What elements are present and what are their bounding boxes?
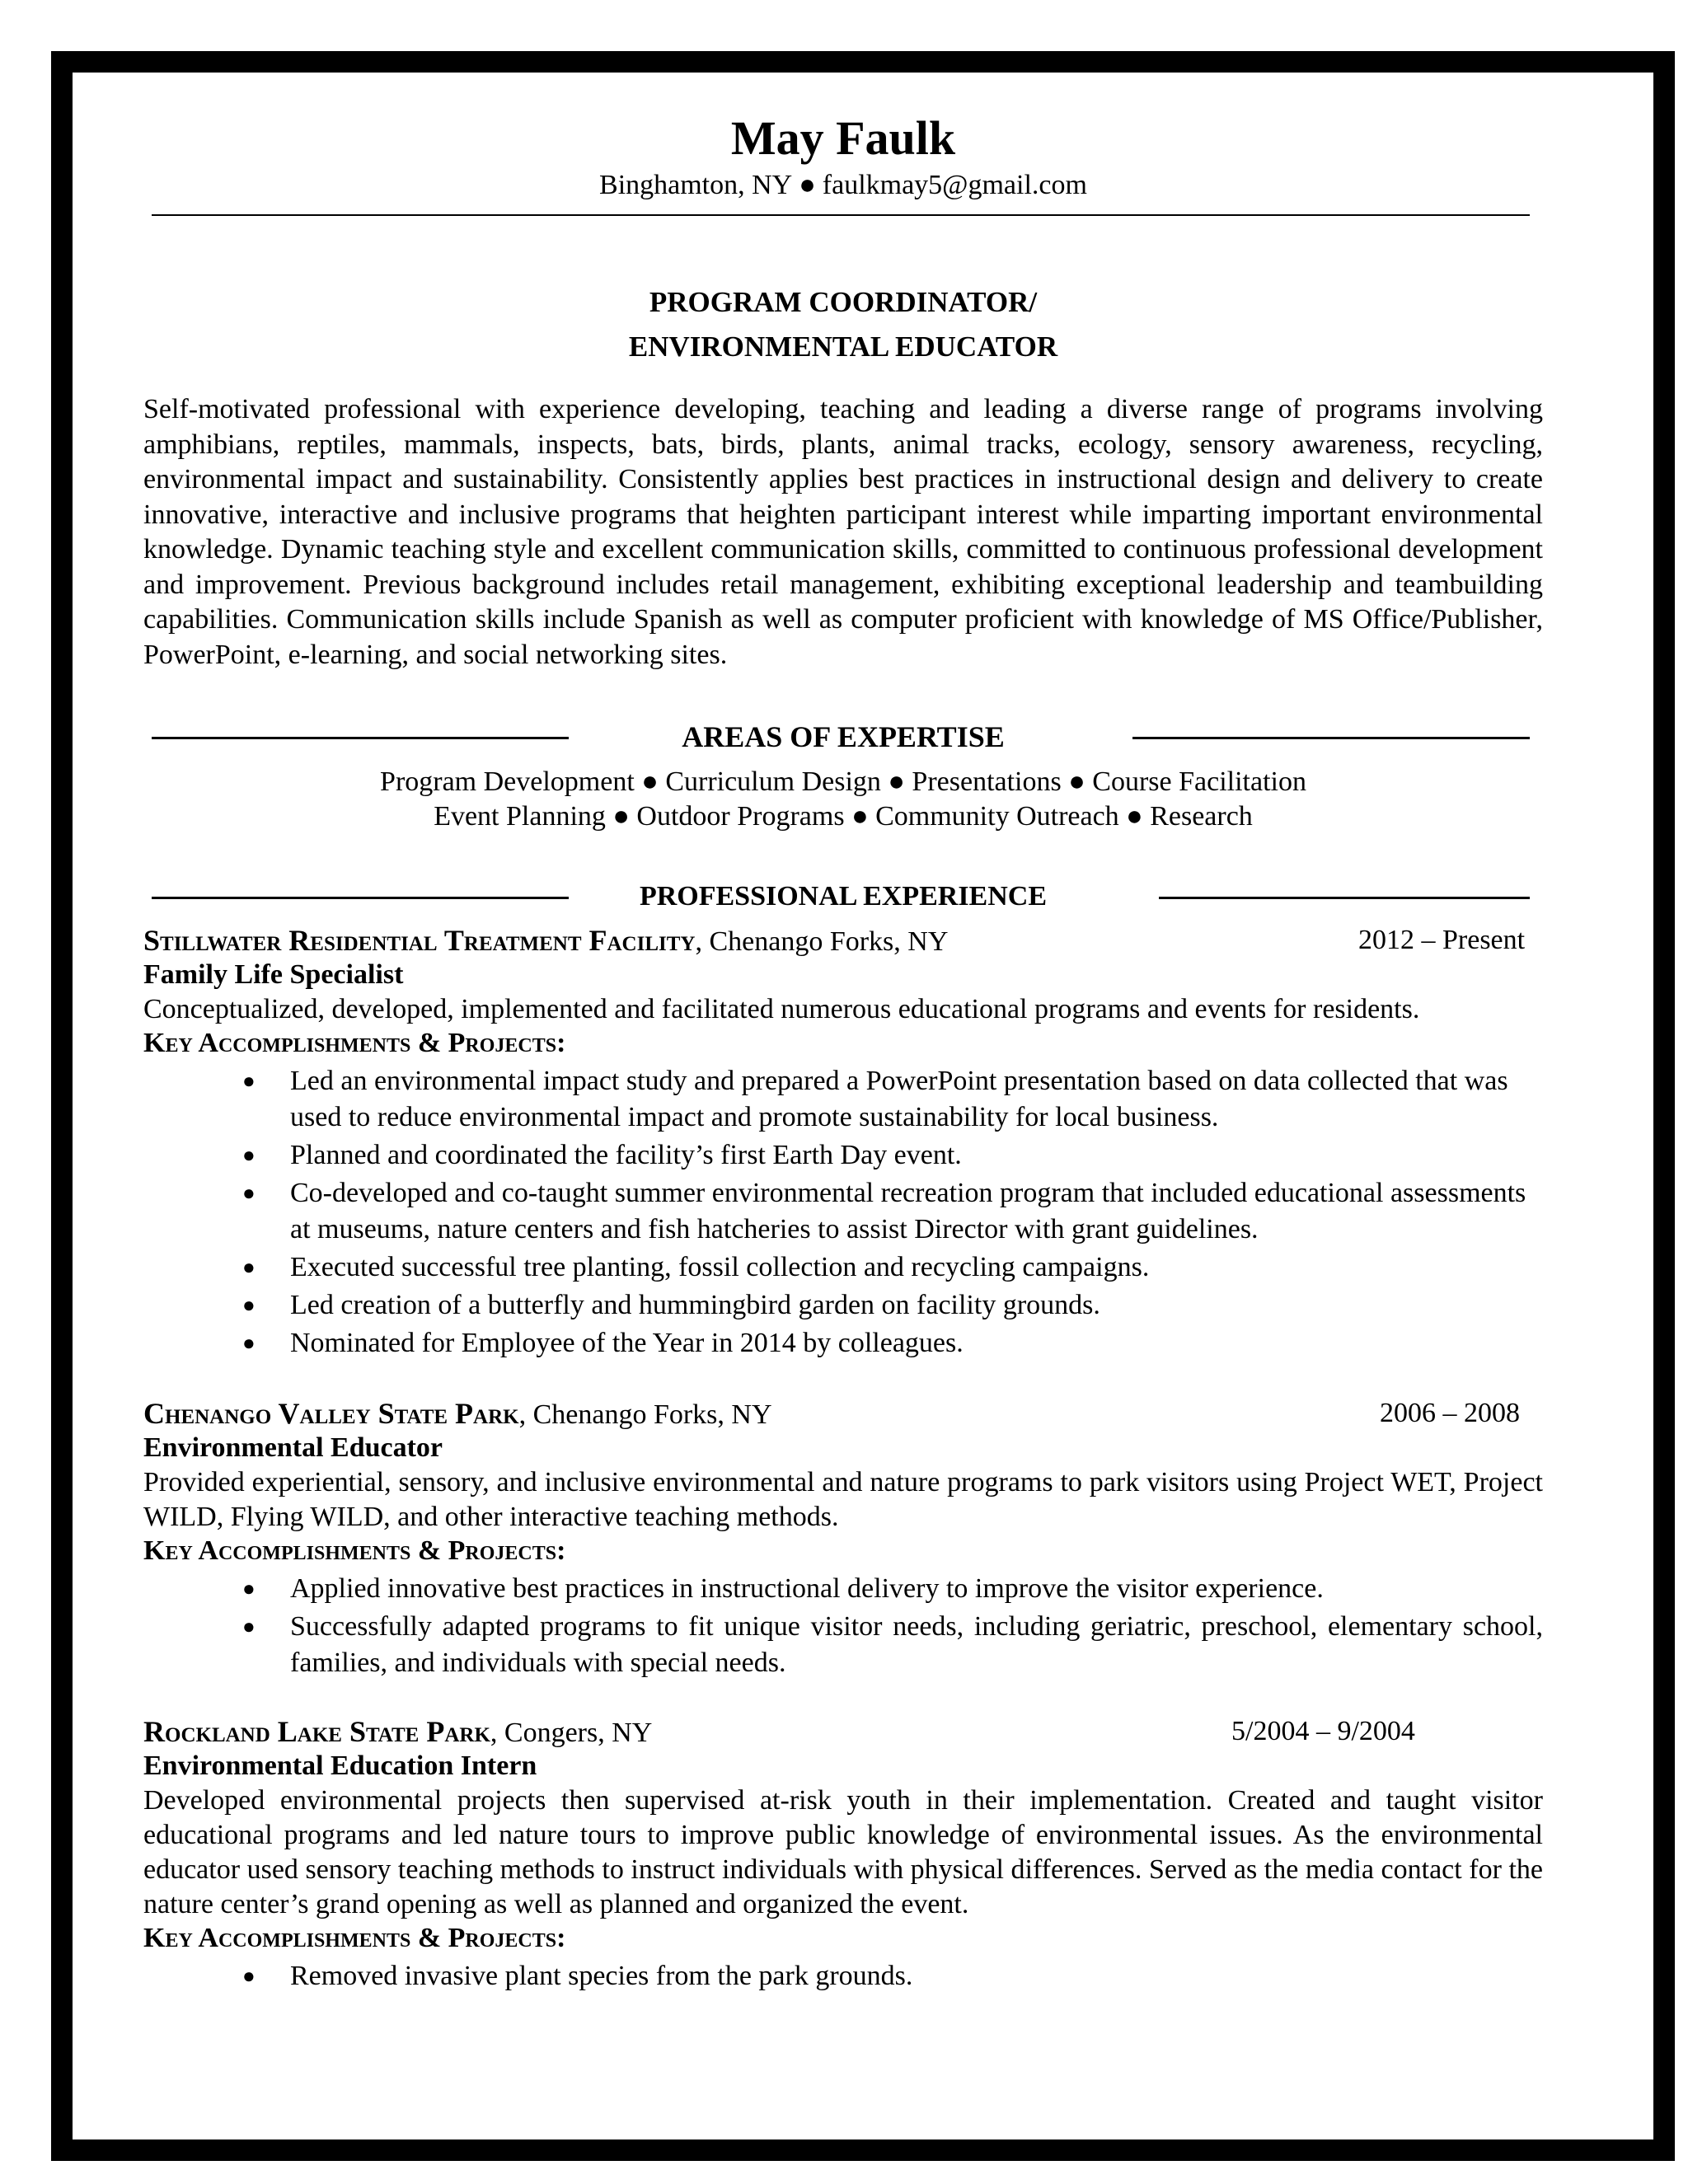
- job-dates: 5/2004 – 9/2004: [1231, 1716, 1415, 1746]
- list-item: ● Co-developed and co-taught summer environmental recreation program that included educational assessments at museums, nature centers and fish hatcheries to assist Director with grant guidelines.: [143, 1175, 1543, 1248]
- title-line-1: PROGRAM COORDINATOR/: [649, 286, 1038, 318]
- bullet-icon: ●: [242, 1181, 256, 1205]
- employer-location: , Chenango Forks, NY: [518, 1399, 772, 1430]
- title-line-2: ENVIRONMENTAL EDUCATOR: [628, 330, 1058, 363]
- job-description: Developed environmental projects then supervised at-risk youth in their implementation. Created and taught visitor educational programs and led nature tours to improve public knowledge of environmental issues. As the environmental educator used sensory teaching methods to instruct individuals with physical differences. Served as the media contact for the nature center’s grand opening as well as planned and organized the event.: [143, 1785, 1543, 1919]
- job-description: Provided experiential, sensory, and inclusive environmental and nature programs to park visitors using Project WET, Project WILD, Flying WILD, and other interactive teaching methods.: [143, 1467, 1543, 1532]
- location: Binghamton, NY: [599, 170, 793, 200]
- bullet-icon: ●: [242, 1615, 256, 1638]
- job-header: [143, 1714, 1543, 1749]
- list-item: ● Led creation of a butterfly and hummingbird garden on facility grounds.: [143, 1287, 1543, 1324]
- bullet-icon: ●: [242, 1964, 256, 1988]
- employer-name: Rockland Lake State Park: [143, 1715, 490, 1748]
- accomplishments-label: Key Accomplishments & Projects:: [143, 1923, 566, 1953]
- list-item: ● Led an environmental impact study and prepared a PowerPoint presentation based on data collected that was used to reduce environmental impact and promote sustainability for local business.: [143, 1063, 1543, 1136]
- heading-rule-right: [1159, 897, 1530, 899]
- job-dates: 2006 – 2008: [1380, 1398, 1520, 1428]
- employer-name: Stillwater Residential Treatment Facility: [143, 924, 696, 957]
- accomplishments-list: [143, 1958, 1543, 1994]
- bullet-icon: ●: [242, 1069, 256, 1093]
- bullet-separator: ●: [799, 170, 816, 200]
- bullet-icon: ●: [242, 1331, 256, 1355]
- header-divider: [152, 214, 1530, 216]
- job-title: Environmental Education Intern: [143, 1750, 537, 1781]
- accomplishments-label: Key Accomplishments & Projects:: [143, 1028, 566, 1058]
- employer-location: , Congers, NY: [490, 1718, 653, 1748]
- experience-heading: [143, 875, 1543, 918]
- bullet-icon: ●: [242, 1293, 256, 1317]
- list-item: ● Planned and coordinated the facility’s first Earth Day event.: [143, 1137, 1543, 1174]
- job-dates: 2012 – Present: [1358, 925, 1526, 955]
- bullet-icon: ●: [242, 1143, 256, 1167]
- list-item: ● Executed successful tree planting, fossil collection and recycling campaigns.: [143, 1249, 1543, 1286]
- employer-location: , Chenango Forks, NY: [695, 926, 949, 957]
- experience-heading-label: PROFESSIONAL EXPERIENCE: [639, 881, 1048, 912]
- heading-rule-right: [1132, 737, 1530, 739]
- list-item: ● Applied innovative best practices in instructional delivery to improve the visitor experience.: [143, 1571, 1543, 1607]
- expertise-heading: [143, 715, 1543, 758]
- employer-name: Chenango Valley State Park: [143, 1397, 519, 1430]
- job-entry: [143, 1396, 1543, 1681]
- bullet-icon: ●: [242, 1577, 256, 1601]
- accomplishments-list: [143, 1063, 1543, 1361]
- job-title: Environmental Educator: [143, 1432, 443, 1463]
- summary-paragraph: Self-motivated professional with experience developing, teaching and leading a diverse range of programs involving amphibians, reptiles, mammals, inspects, bats, birds, plants, animal tracks, ecology, sensory awareness, recycling, environmental impact and sustainability. Consistently applies best practices in instructional design and delivery to create innovative, interactive and inclusive programs that heighten participant interest while imparting important environmental knowledge. Dynamic teaching style and excellent communication skills, committed to continuous professional development and improvement. Previous background includes retail management, exhibiting exceptional leadership and teambuilding capabilities. Communication skills include Spanish as well as computer proficient with knowledge of MS Office/Publisher, PowerPoint, e-learning, and social networking sites.: [143, 394, 1543, 670]
- job-entry: [143, 1714, 1543, 1994]
- contact-line: [143, 168, 1543, 203]
- job-description: Conceptualized, developed, implemented and facilitated numerous educational programs and events for residents.: [143, 994, 1420, 1024]
- expertise-heading-label: AREAS OF EXPERTISE: [682, 720, 1005, 753]
- expertise-line-1: Program Development ● Curriculum Design ● Presentations ● Course Facilitation: [380, 766, 1306, 797]
- list-item: ● Removed invasive plant species from the park grounds.: [143, 1958, 1543, 1994]
- accomplishments-label: Key Accomplishments & Projects:: [143, 1535, 566, 1566]
- email: faulkmay5@gmail.com: [822, 170, 1087, 200]
- list-item: ● Nominated for Employee of the Year in 2014 by colleagues.: [143, 1325, 1543, 1361]
- resume-page: [143, 109, 1543, 1996]
- candidate-name: May Faulk: [730, 111, 956, 165]
- expertise-list: [143, 765, 1543, 834]
- job-header: [143, 1396, 1543, 1431]
- job-title: Family Life Specialist: [143, 959, 404, 990]
- job-entry: [143, 923, 1543, 1361]
- list-item: ● Successfully adapted programs to fit unique visitor needs, including geriatric, preschool, elementary school, families, and individuals with special needs.: [143, 1609, 1543, 1681]
- accomplishments-list: [143, 1571, 1543, 1681]
- job-header: [143, 923, 1543, 958]
- bullet-icon: ●: [242, 1255, 256, 1279]
- expertise-line-2: Event Planning ● Outdoor Programs ● Community Outreach ● Research: [434, 801, 1253, 832]
- professional-title: [143, 280, 1543, 369]
